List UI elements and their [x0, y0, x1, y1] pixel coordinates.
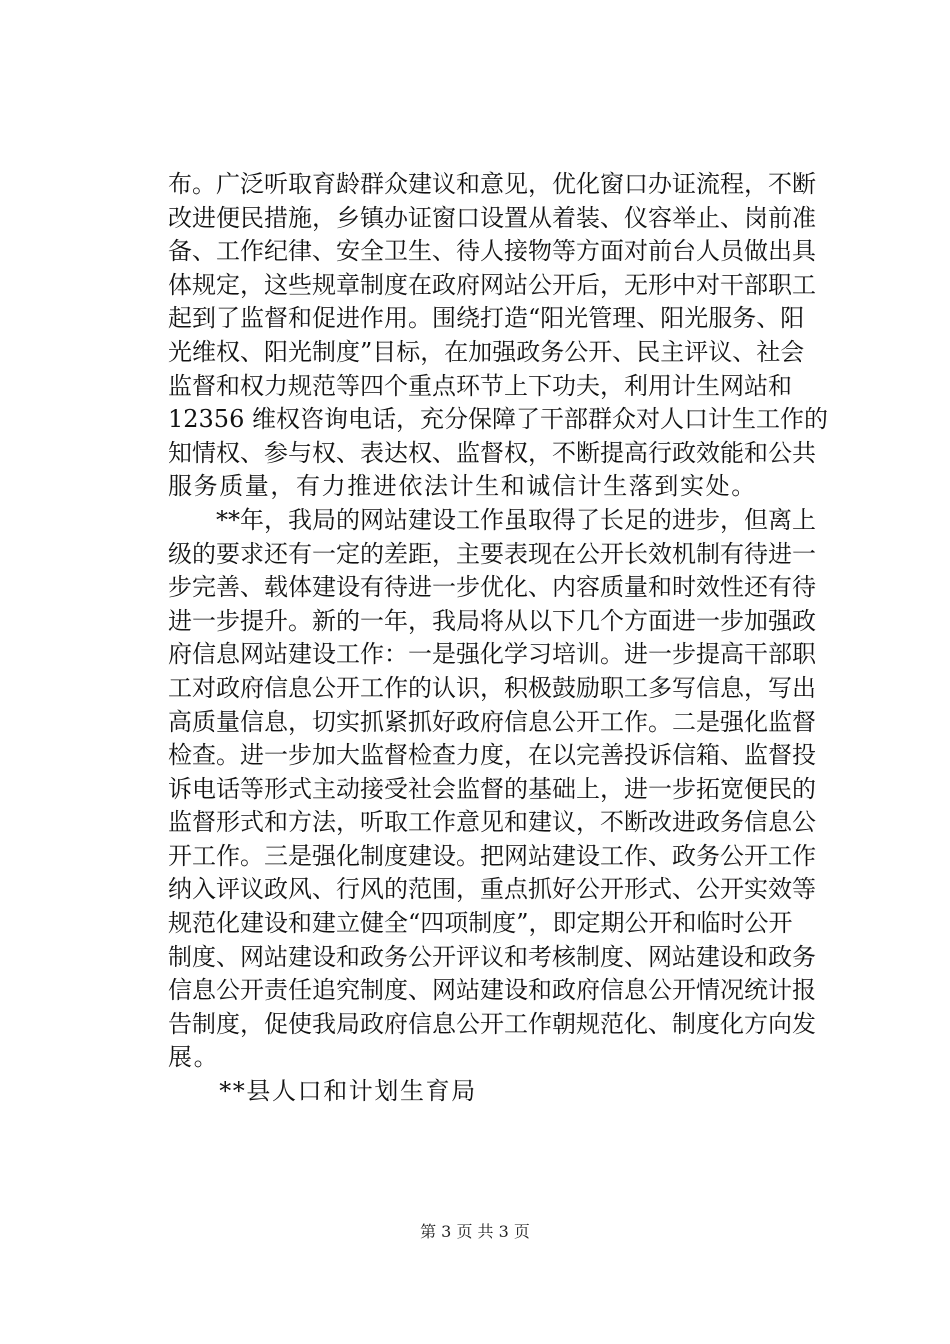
- text-line: 进一步提升。新的一年，我局将从以下几个方面进一步加强政: [168, 606, 816, 635]
- text-line: 监督和权力规范等四个重点环节上下功夫，利用计生网站和: [168, 371, 792, 400]
- text-line: 开工作。三是强化制度建设。把网站建设工作、政务公开工作: [168, 841, 816, 870]
- text-line: 布。广泛听取育龄群众建议和意见，优化窗口办证流程，不断: [168, 170, 816, 198]
- text-line: 规范化建设和建立健全“四项制度”，即定期公开和临时公开: [168, 909, 793, 938]
- text-line: 体规定，这些规章制度在政府网站公开后，无形中对干部职工: [168, 270, 816, 299]
- text-line: 级的要求还有一定的差距，主要表现在公开长效机制有待进一: [168, 539, 816, 568]
- text-line: 府信息网站建设工作：一是强化学习培训。进一步提高干部职: [168, 640, 816, 669]
- text-line: 高质量信息，切实抓紧抓好政府信息公开工作。二是强化监督: [168, 707, 816, 736]
- text-line: 制度、网站建设和政务公开评议和考核制度、网站建设和政务: [168, 942, 816, 971]
- text-line: 12356 维权咨询电话，充分保障了干部群众对人口计生工作的: [168, 405, 828, 434]
- text-line: 工对政府信息公开工作的认识，积极鼓励职工多写信息，写出: [168, 673, 816, 702]
- text-line: 知情权、参与权、表达权、监督权，不断提高行政效能和公共: [168, 438, 816, 467]
- text-line: 改进便民措施，乡镇办证窗口设置从着装、仪容举止、岗前准: [168, 203, 816, 232]
- page-number: 第 3 页 共 3 页: [420, 1222, 530, 1241]
- text-line: 服务质量，有力推进依法计生和诚信计生落到实处。: [168, 472, 757, 501]
- text-line: 备、工作纪律、安全卫生、待人接物等方面对前台人员做出具: [168, 237, 816, 266]
- text-line: 告制度，促使我局政府信息公开工作朝规范化、制度化方向发: [168, 1009, 816, 1038]
- text-line: 展。: [168, 1043, 220, 1072]
- text-line: 起到了监督和促进作用。围绕打造“阳光管理、阳光服务、阳: [168, 304, 805, 333]
- document-body: [168, 168, 828, 1109]
- signature-line: **县人口和计划生育局: [168, 1077, 477, 1106]
- text-line: 光维权、阳光制度”目标，在加强政务公开、民主评议、社会: [168, 337, 805, 366]
- text-line: 信息公开责任追究制度、网站建设和政府信息公开情况统计报: [168, 976, 816, 1005]
- text-line: 诉电话等形式主动接受社会监督的基础上，进一步拓宽便民的: [168, 774, 816, 803]
- text-line: 纳入评议政风、行风的范围，重点抓好公开形式、公开实效等: [168, 875, 816, 904]
- text-line: 监督形式和方法，听取工作意见和建议，不断改进政务信息公: [168, 808, 816, 837]
- text-line: **年，我局的网站建设工作虽取得了长足的进步，但离上: [168, 505, 816, 534]
- text-line: 步完善、载体建设有待进一步优化、内容质量和时效性还有待: [168, 573, 816, 602]
- text-line: 检查。进一步加大监督检查力度，在以完善投诉信箱、监督投: [168, 741, 816, 770]
